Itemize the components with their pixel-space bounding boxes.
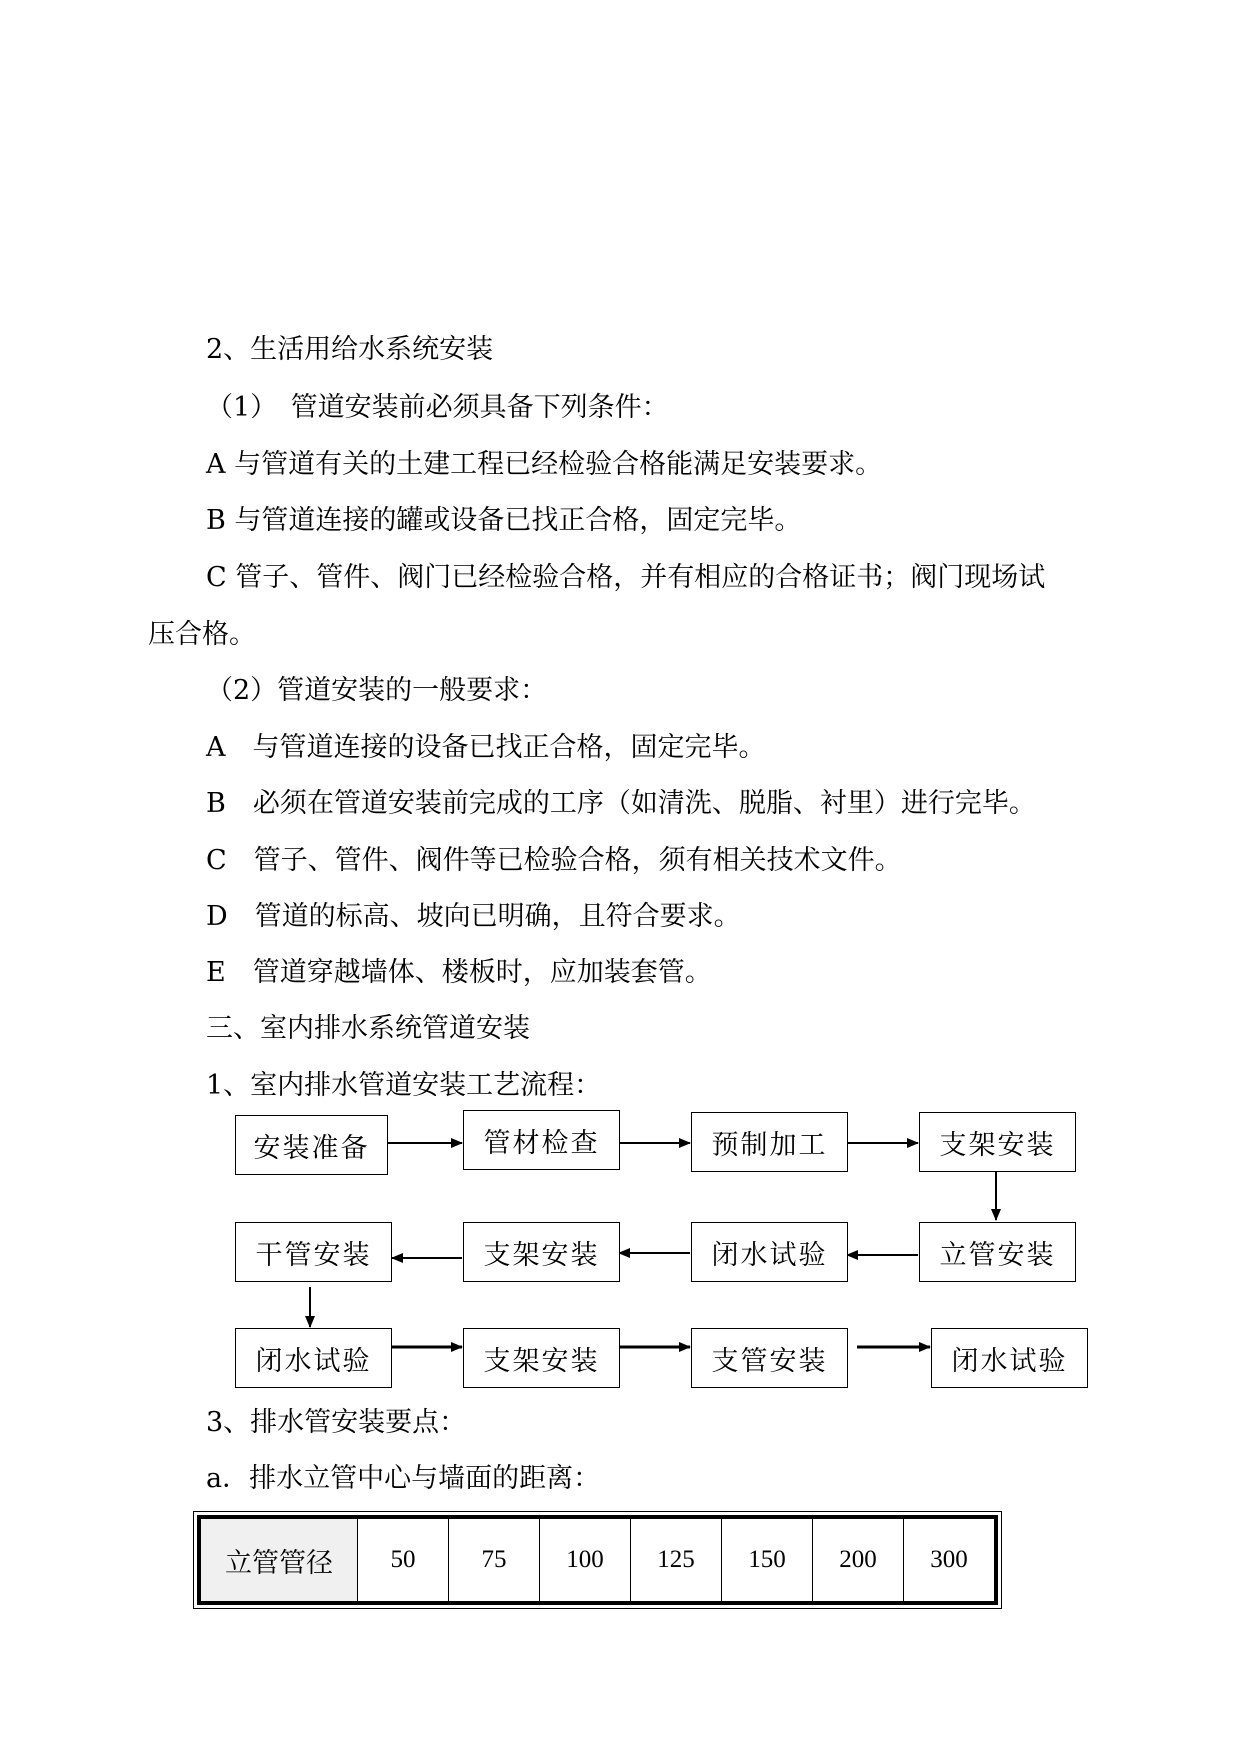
flow-box-preparation: 安装准备 [235,1115,388,1175]
paragraph-requirement-b: B 必须在管道安装前完成的工序（如清洗、脱脂、衬里）进行完毕。 [206,788,1036,819]
table-cell: 50 [358,1517,449,1603]
paragraph-riser-distance: a．排水立管中心与墙面的距离： [206,1463,601,1494]
paragraph-requirement-c: C 管子、管件、阀件等已检验合格，须有相关技术文件。 [206,845,902,876]
flow-box-main-pipe-install: 干管安装 [235,1222,392,1282]
paragraph-requirement-e: E 管道穿越墙体、楼板时，应加装套管。 [206,957,712,988]
paragraph-requirement-a: A 与管道连接的设备已找正合格，固定完毕。 [206,732,766,763]
riser-diameter-table [197,1515,998,1605]
table-cell: 300 [904,1517,997,1603]
subsection-heading-process-flow: 1、室内排水管道安装工艺流程： [206,1070,602,1101]
paragraph-condition-a: A 与管道有关的土建工程已经检验合格能满足安装要求。 [206,449,883,480]
table-cell: 150 [722,1517,813,1603]
paragraph-condition-c: C 管子、管件、阀门已经检验合格，并有相应的合格证书；阀门现场试 [206,562,1046,593]
flow-box-material-check: 管材检查 [463,1110,620,1170]
section-heading-drainage: 三、室内排水系统管道安装 [206,1013,530,1044]
flow-box-prefabrication: 预制加工 [691,1112,848,1172]
flow-box-riser-install: 立管安装 [919,1222,1076,1282]
flow-box-bracket-install-1: 支架安装 [919,1112,1076,1172]
table-row [199,1517,996,1603]
flow-box-branch-install: 支管安装 [691,1328,848,1388]
flow-box-bracket-install-3: 支架安装 [463,1328,620,1388]
paragraph-condition-c-cont: 压合格。 [148,619,256,650]
table-cell: 200 [813,1517,904,1603]
subsection-heading-conditions: （1） 管道安装前必须具备下列条件： [206,392,669,423]
table-cell: 100 [540,1517,631,1603]
paragraph-requirement-d: D 管道的标高、坡向已明确，且符合要求。 [206,901,741,932]
subsection-heading-requirements: （2）管道安装的一般要求： [206,675,548,706]
table-header-cell: 立管管径 [199,1517,358,1603]
paragraph-condition-b: B 与管道连接的罐或设备已找正合格，固定完毕。 [206,505,802,536]
section-heading-water-supply: 2、生活用给水系统安装 [206,334,494,365]
table-cell: 125 [631,1517,722,1603]
table-cell: 75 [449,1517,540,1603]
flow-box-water-test-3: 闭水试验 [931,1328,1088,1388]
flow-box-water-test-1: 闭水试验 [691,1222,848,1282]
subsection-heading-key-points: 3、排水管安装要点： [206,1407,467,1438]
flow-box-water-test-2: 闭水试验 [235,1328,392,1388]
flow-box-bracket-install-2: 支架安装 [463,1222,620,1282]
